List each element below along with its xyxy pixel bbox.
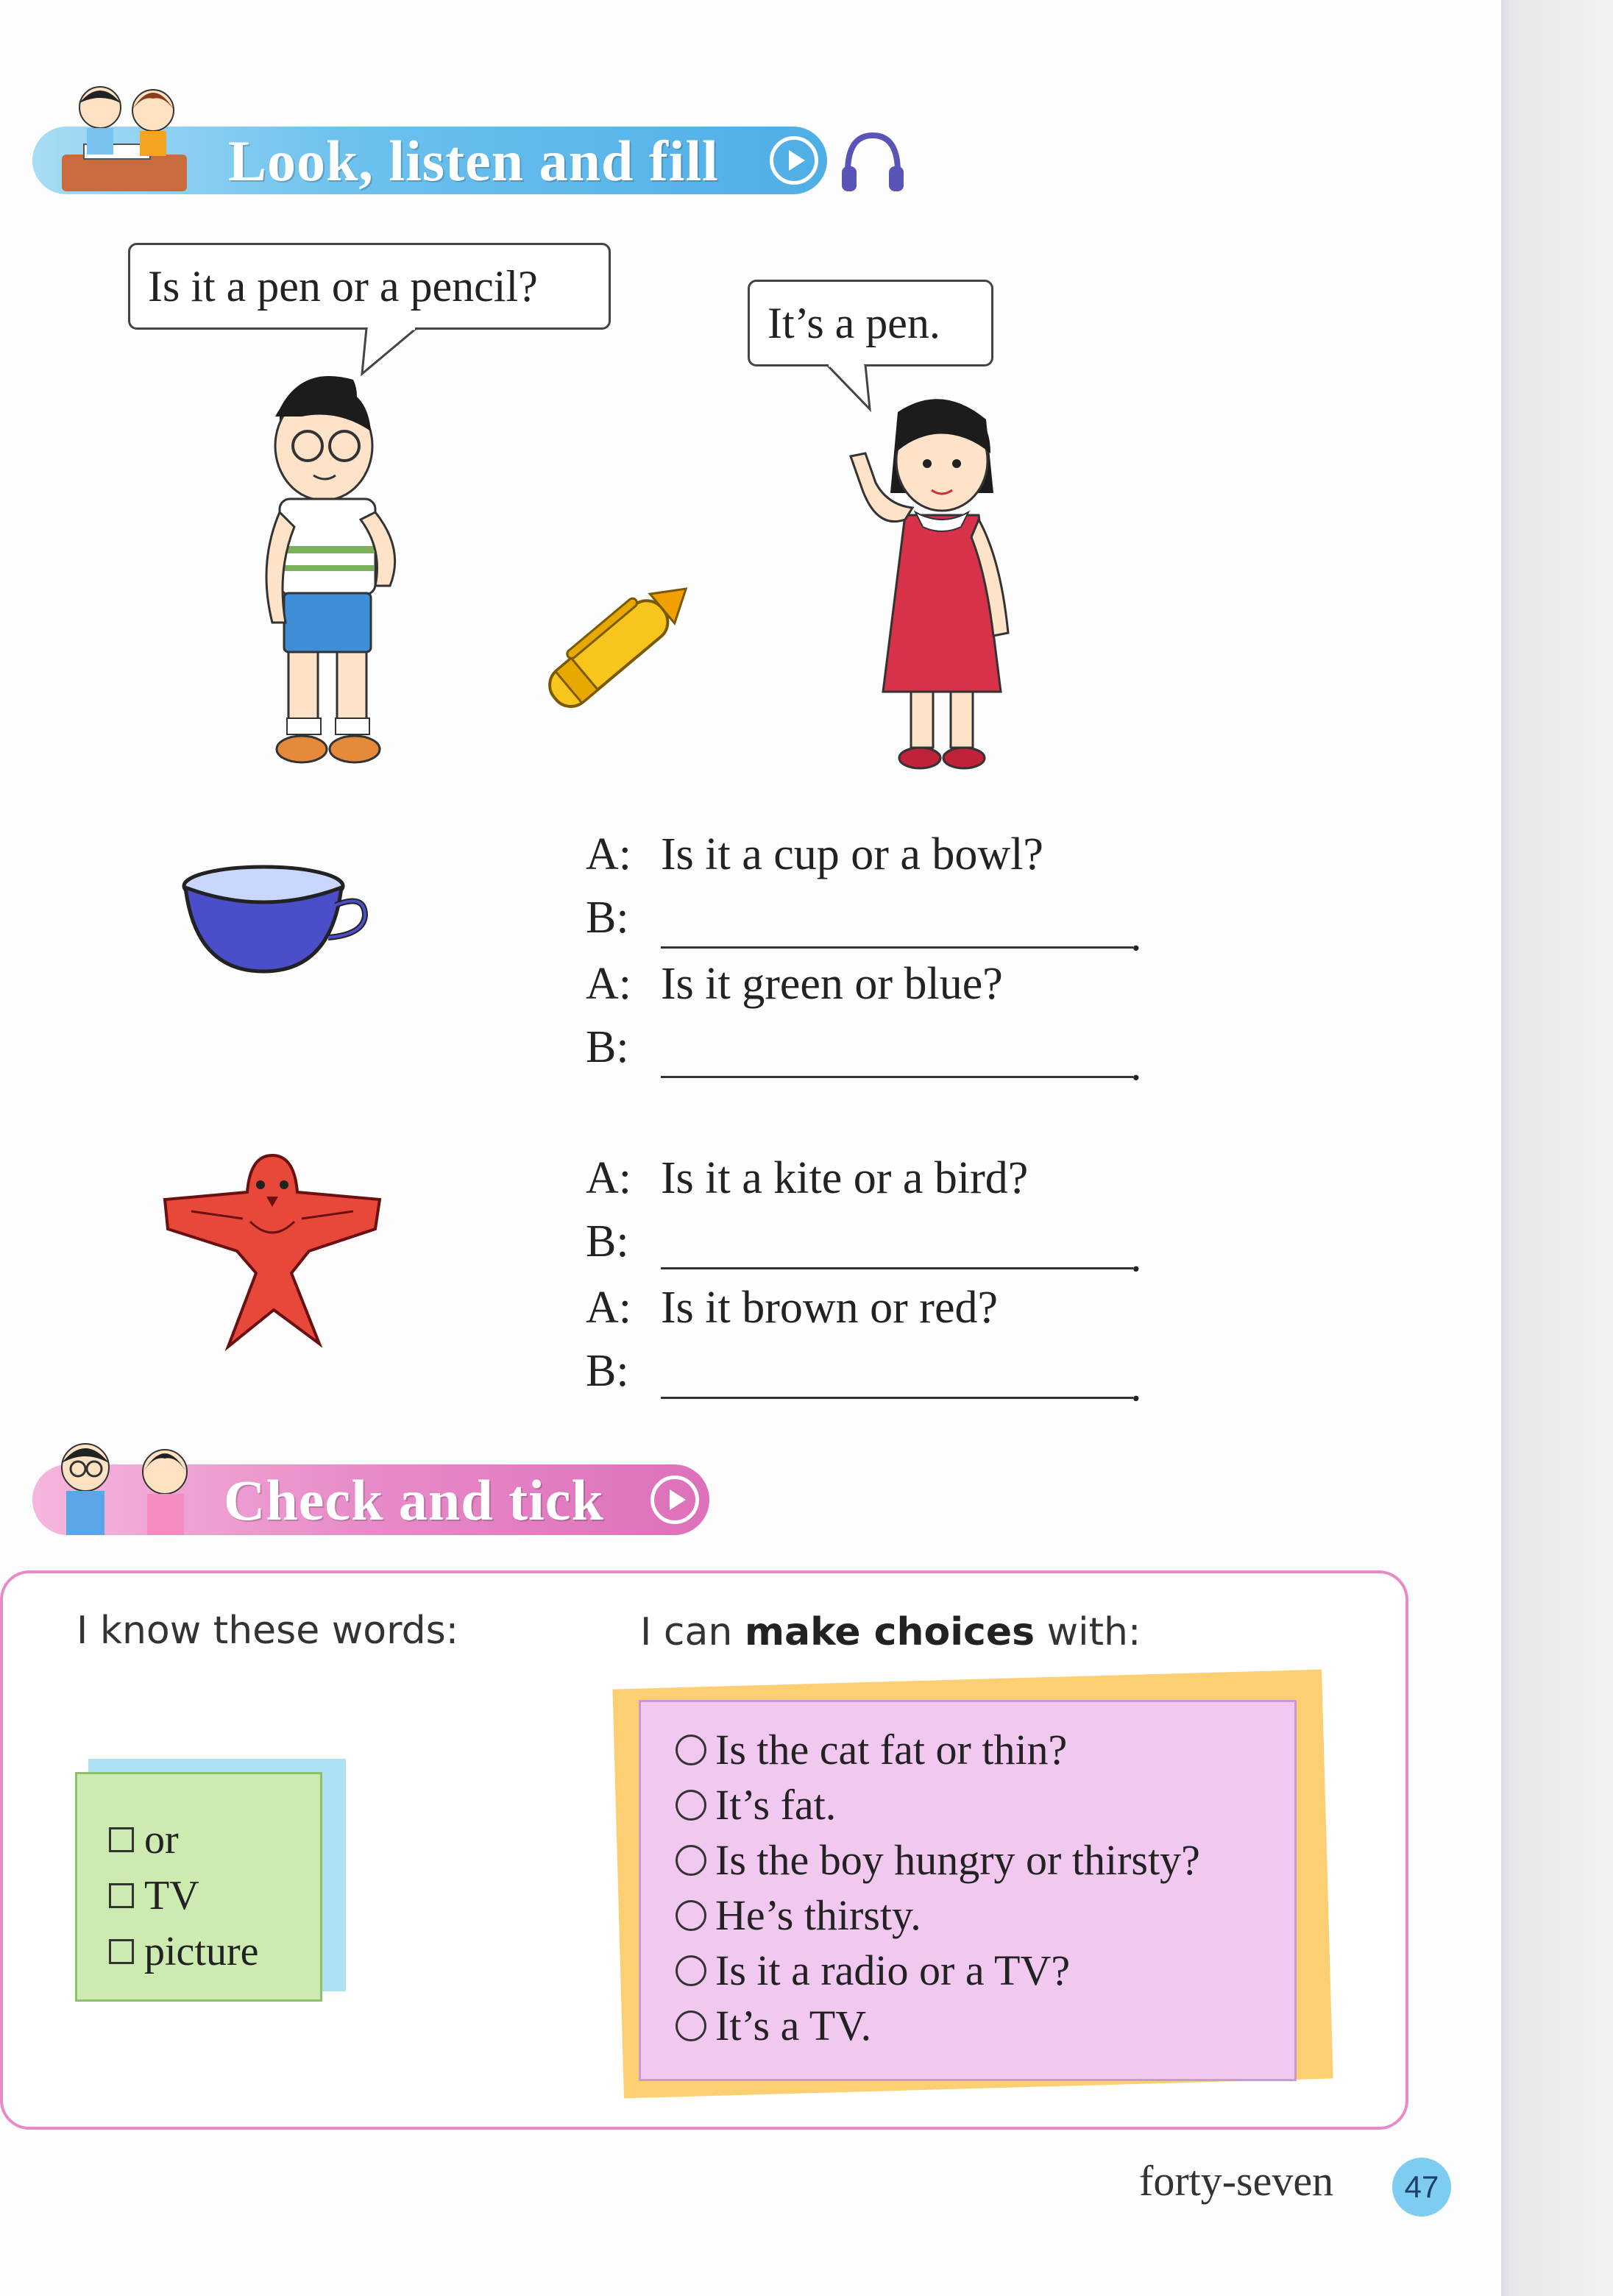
checkbox[interactable] [109,1827,134,1852]
period: . [1130,1040,1142,1090]
kite-illustration [162,1148,383,1361]
boy-speech-bubble [128,243,611,330]
choice-label: Is it a radio or a TV? [715,1946,1071,1994]
girl-illustration [846,383,1023,780]
radio-circle[interactable] [676,1790,706,1821]
word-label: or [144,1817,179,1863]
answer-blank[interactable] [661,946,1133,949]
choice-label: It’s a TV. [715,2002,872,2049]
right-heading [640,1610,1141,1654]
question-text: Is it a kite or a bird? [661,1153,1029,1203]
play-arrow-icon[interactable] [650,1475,699,1524]
section-title: Look, listen and fill [228,129,719,193]
girl-answer: It’s a pen. [767,298,940,347]
choice-item[interactable] [676,1888,1200,1943]
right-heading-post: with: [1035,1610,1141,1654]
page-edge [1501,0,1613,2296]
page-number-badge: 47 [1392,2158,1451,2217]
speaker-label: B: [586,1346,629,1396]
radio-circle[interactable] [676,1735,706,1765]
speaker-label: B: [586,893,629,943]
radio-circle[interactable] [676,1900,706,1931]
period: . [1130,910,1142,960]
checkbox[interactable] [109,1883,134,1908]
answer-blank[interactable] [661,1397,1133,1399]
choice-item[interactable] [676,1722,1200,1777]
word-checklist [109,1812,258,1980]
speaker-label: A: [586,1153,631,1203]
word-item[interactable] [109,1868,258,1924]
exercise-line [586,1152,1028,1205]
choice-item[interactable] [676,1777,1200,1832]
speaker-label: A: [586,829,631,879]
question-text: Is it brown or red? [661,1283,998,1333]
word-label: TV [144,1873,199,1918]
right-heading-bold: make choices [744,1610,1035,1654]
choice-label: Is the boy hungry or thirsty? [715,1836,1200,1884]
radio-circle[interactable] [676,1845,706,1876]
answer-blank[interactable] [661,1076,1133,1078]
section-title: Check and tick [224,1468,604,1532]
choice-label: He’s thirsty. [715,1891,921,1939]
exercise-line [586,1216,661,1268]
choice-label: It’s fat. [715,1781,837,1829]
page-word: forty-seven [1139,2157,1334,2205]
speaker-label: A: [586,959,631,1009]
exercise-line [586,958,1003,1010]
boy-question: Is it a pen or a pencil? [148,261,538,311]
choice-item[interactable] [676,1998,1200,2053]
word-label: picture [144,1929,259,1974]
period: . [1130,1361,1142,1411]
choice-checklist [676,1722,1200,2053]
kids-waving-icon [29,1431,213,1541]
right-heading-pre: I can [640,1610,745,1654]
girl-speech-bubble [748,280,993,366]
boy-illustration [250,365,427,777]
question-text: Is it a cup or a bowl? [661,829,1043,879]
cup-illustration [181,861,372,979]
radio-circle[interactable] [676,1955,706,1986]
choice-item[interactable] [676,1943,1200,1998]
kids-reading-icon [54,74,202,199]
checkbox[interactable] [109,1939,134,1964]
answer-blank[interactable] [661,1267,1133,1269]
exercise-line [586,1345,661,1397]
play-arrow-icon[interactable] [770,136,818,185]
pen-illustration [515,545,721,751]
speaker-label: B: [586,1216,629,1266]
radio-circle[interactable] [676,2010,706,2041]
choice-item[interactable] [676,1832,1200,1888]
word-item[interactable] [109,1812,258,1868]
speaker-label: A: [586,1283,631,1333]
exercise-line [586,892,661,944]
choice-label: Is the cat fat or thin? [715,1726,1068,1774]
exercise-line [586,1282,998,1334]
period: . [1130,1231,1142,1281]
exercise-line [586,1021,661,1074]
headphones-icon [839,130,907,197]
word-item[interactable] [109,1924,258,1980]
exercise-line [586,829,1043,881]
left-heading: I know these words: [77,1609,459,1653]
question-text: Is it green or blue? [661,959,1003,1009]
speaker-label: B: [586,1022,629,1072]
